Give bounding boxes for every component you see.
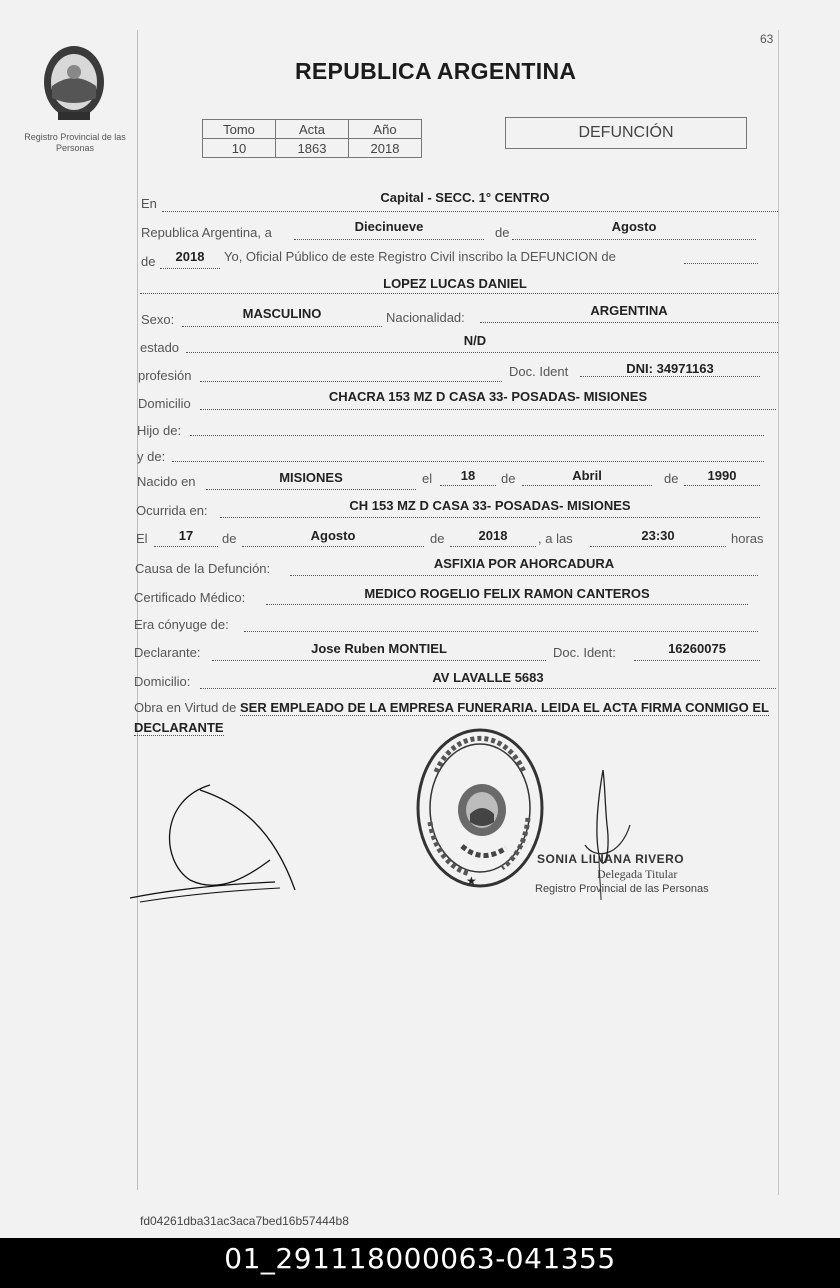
y-de-line	[172, 461, 764, 462]
death-time-value: 23:30	[641, 528, 675, 543]
death-year-value: 2018	[478, 528, 508, 543]
acta-header: Acta	[276, 120, 349, 139]
year-value: 2018	[175, 249, 205, 264]
hijo-line	[190, 435, 764, 436]
reference-value-row	[203, 139, 422, 158]
deceased-name-line	[140, 293, 778, 294]
province-emblem-icon	[38, 42, 110, 122]
month-value: Agosto	[611, 219, 657, 234]
conyuge-line	[244, 631, 758, 632]
causa-label: Causa de la Defunción:	[135, 561, 271, 576]
footer-code: 01_291118000063-041355	[0, 1238, 840, 1288]
a-las-label: , a las	[538, 531, 573, 546]
anio-header: Año	[349, 120, 422, 139]
conyuge-label: Era cónyuge de:	[134, 617, 229, 632]
birth-day-line	[440, 485, 496, 486]
republica-label: Republica Argentina, a	[141, 225, 272, 240]
anio-value: 2018	[349, 139, 422, 158]
ocurrida-label: Ocurrida en:	[136, 503, 208, 518]
birth-day-value: 18	[460, 468, 476, 483]
official-org: Registro Provincial de las Personas	[535, 883, 709, 895]
de-label: de	[495, 225, 510, 240]
declarante-label: Declarante:	[134, 645, 201, 660]
left-margin-rule	[137, 30, 138, 1190]
de-year-label: de	[141, 254, 156, 269]
official-name: SONIA LILIANA RIVERO	[537, 852, 685, 866]
declarante-doc-value: 16260075	[668, 641, 726, 656]
document-type-box: DEFUNCIÓN	[505, 117, 747, 149]
en-label: En	[141, 196, 157, 211]
certificado-line	[266, 604, 748, 605]
declarante-value: Jose Ruben MONTIEL	[311, 641, 447, 656]
y-de-label: y de:	[137, 449, 166, 464]
domicilio2-value: AV LAVALLE 5683	[432, 670, 544, 685]
right-margin-rule	[778, 30, 779, 1195]
death-day-value: 17	[178, 528, 194, 543]
sexo-label: Sexo:	[141, 312, 175, 327]
place-line	[162, 211, 778, 212]
hijo-label: Hijo de:	[137, 423, 182, 438]
declarante-doc-label: Doc. Ident:	[553, 645, 616, 660]
declarante-line	[212, 660, 546, 661]
domicilio2-label: Domicilio:	[134, 674, 191, 689]
nacionalidad-label: Nacionalidad:	[386, 310, 465, 325]
profesion-label: profesión	[138, 368, 192, 383]
inscription-text: Yo, Oficial Público de este Registro Civil inscribo la DEFUNCION de	[224, 249, 616, 264]
nacido-en-value: MISIONES	[279, 470, 343, 485]
tomo-value: 10	[203, 139, 276, 158]
certificado-value: MEDICO ROGELIO FELIX RAMON CANTEROS	[364, 586, 650, 601]
sexo-line	[182, 326, 382, 327]
estado-line	[186, 352, 778, 353]
death-month-value: Agosto	[310, 528, 356, 543]
death-time-line	[590, 546, 726, 547]
declarant-signature	[120, 780, 320, 910]
causa-value: ASFIXIA POR AHORCADURA	[433, 556, 615, 571]
certificado-label: Certificado Médico:	[134, 590, 246, 605]
de-birth-year-label: de	[664, 471, 679, 486]
de-death-label: de	[222, 531, 237, 546]
doc-ident-label: Doc. Ident	[509, 364, 569, 379]
ocurrida-line	[220, 517, 760, 518]
birth-year-line	[684, 485, 760, 486]
official-seal-icon	[410, 722, 550, 897]
reference-header-row	[203, 120, 422, 139]
doc-ident-value: DNI: 34971163	[626, 361, 714, 376]
acta-value: 1863	[276, 139, 349, 158]
country-title: REPUBLICA ARGENTINA	[295, 58, 577, 84]
domicilio-line	[200, 409, 776, 410]
sexo-value: MASCULINO	[242, 306, 322, 321]
death-month-line	[242, 546, 424, 547]
nacido-en-line	[206, 489, 416, 490]
nacido-label: Nacido en	[137, 474, 196, 489]
estado-value: N/D	[463, 333, 487, 348]
ocurrida-value: CH 153 MZ D CASA 33- POSADAS- MISIONES	[349, 498, 631, 513]
birth-month-line	[522, 485, 652, 486]
causa-line	[290, 575, 758, 576]
inscription-line	[684, 263, 758, 264]
obra-label: Obra en Virtud de	[134, 700, 237, 715]
nacionalidad-line	[480, 322, 778, 323]
de-birth-label: de	[501, 471, 516, 486]
year-line	[160, 268, 220, 269]
de-death-year-label: de	[430, 531, 445, 546]
place-value: Capital - SECC. 1° CENTRO	[380, 190, 550, 205]
birth-year-value: 1990	[707, 468, 737, 483]
official-role: Delegada Titular	[597, 867, 678, 881]
deceased-name-value: LOPEZ LUCAS DANIEL	[383, 276, 527, 291]
nacionalidad-value: ARGENTINA	[590, 303, 668, 318]
registry-label: Registro Provincial de las Personas	[24, 132, 126, 153]
el-cap-label: El	[136, 531, 148, 546]
profesion-line	[200, 381, 502, 382]
death-year-line	[450, 546, 536, 547]
tomo-header: Tomo	[203, 120, 276, 139]
obra-value: SER EMPLEADO DE LA EMPRESA FUNERARIA. LEIDA EL ACTA FIRMA CONMIGO EL DECLARANTE	[134, 700, 769, 735]
reference-table	[202, 119, 422, 158]
domicilio-value: CHACRA 153 MZ D CASA 33- POSADAS- MISIONES	[328, 389, 648, 404]
birth-month-value: Abril	[572, 468, 602, 483]
horas-label: horas	[731, 531, 764, 546]
estado-label: estado	[140, 340, 180, 355]
page-number: 63	[760, 32, 774, 46]
hash-code: fd04261dba31ac3aca7bed16b57444b8	[140, 1214, 349, 1228]
day-word-line	[294, 239, 484, 240]
domicilio-label: Domicilio	[138, 396, 191, 411]
death-day-line	[154, 546, 218, 547]
domicilio2-line	[200, 688, 776, 689]
day-word-value: Diecinueve	[354, 219, 424, 234]
doc-ident-line	[580, 376, 760, 377]
declarante-doc-line	[634, 660, 760, 661]
svg-text:★: ★	[466, 874, 477, 888]
month-line	[512, 239, 756, 240]
el-label: el	[422, 471, 433, 486]
